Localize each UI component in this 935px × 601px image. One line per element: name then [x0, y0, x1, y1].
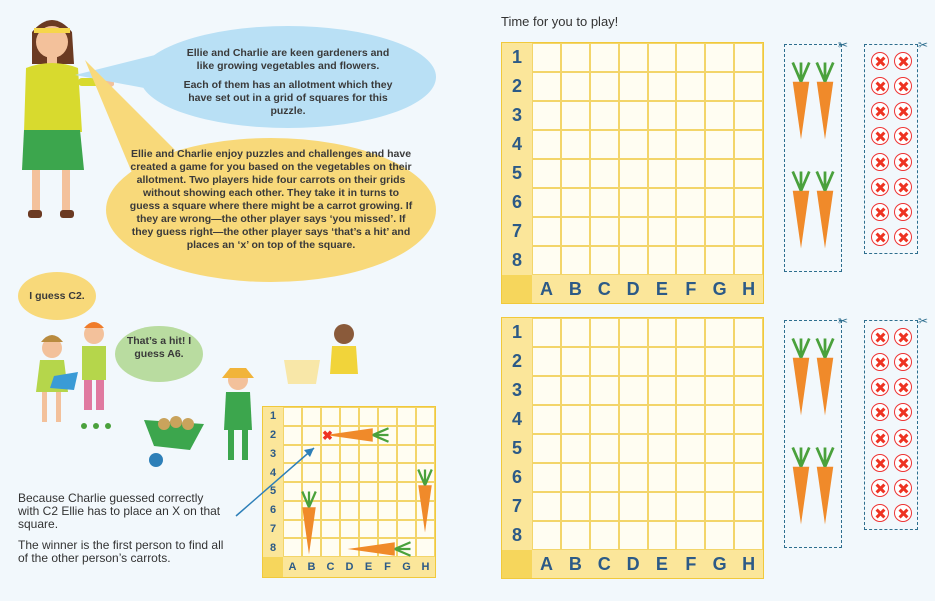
grid-cell-F6[interactable] — [676, 463, 705, 492]
grid-cell-C5[interactable] — [590, 159, 619, 188]
page-title: Time for you to play! — [501, 14, 619, 29]
grid-cell-G3[interactable] — [705, 376, 734, 405]
grid-cell-C5[interactable] — [590, 434, 619, 463]
x-marker-icon[interactable] — [871, 353, 889, 371]
x-marker-icon[interactable] — [871, 102, 889, 120]
grid-cell-D5[interactable] — [619, 159, 648, 188]
grid-cell-F7[interactable] — [676, 492, 705, 521]
grid-cell-C3[interactable] — [590, 101, 619, 130]
x-marker-icon[interactable] — [871, 504, 889, 522]
grid-cell-C1[interactable] — [590, 318, 619, 347]
row-label: 4 — [502, 130, 532, 159]
column-label: C — [590, 550, 619, 578]
row-label: 1 — [263, 407, 283, 426]
grid-cell-F4[interactable] — [676, 130, 705, 159]
grid-cell-C4 — [321, 463, 340, 482]
grid-cell-F3[interactable] — [676, 101, 705, 130]
grid-cell-E4[interactable] — [648, 405, 677, 434]
grid-cell-C8[interactable] — [590, 246, 619, 275]
grid-cell-H3[interactable] — [734, 376, 763, 405]
grid-cell-D7[interactable] — [619, 492, 648, 521]
grid-cell-G5[interactable] — [705, 159, 734, 188]
carrot-cutouts[interactable] — [784, 320, 842, 548]
row-label: 2 — [263, 426, 283, 445]
carrot-icon[interactable] — [814, 49, 836, 158]
x-marker-icon[interactable] — [871, 454, 889, 472]
row-label: 8 — [502, 246, 532, 275]
grid-cell-A2[interactable] — [532, 347, 561, 376]
grid-cell-A7[interactable] — [532, 492, 561, 521]
x-marker-icon[interactable] — [871, 429, 889, 447]
grid-cell-F7 — [378, 520, 397, 539]
explanation-line-2: The winner is the first person to find all of the other person’s carrots. — [18, 538, 224, 565]
grid-cell-F4 — [378, 463, 397, 482]
grid-cell-C2[interactable] — [590, 347, 619, 376]
grid-cell-F6 — [378, 501, 397, 520]
grid-cell-F1 — [378, 407, 397, 426]
x-marker-icon[interactable] — [894, 429, 912, 447]
grid-cell-C4[interactable] — [590, 130, 619, 159]
grid-cell-G7[interactable] — [705, 217, 734, 246]
grid-cell-F2[interactable] — [676, 72, 705, 101]
grid-cell-H5[interactable] — [734, 159, 763, 188]
grid-cell-E7[interactable] — [648, 492, 677, 521]
carrot-icon[interactable] — [814, 158, 836, 267]
x-marker-icon[interactable] — [894, 127, 912, 145]
grid-cell-G3[interactable] — [705, 101, 734, 130]
x-marker-icon[interactable] — [894, 178, 912, 196]
x-marker-icon[interactable] — [871, 52, 889, 70]
grid-cell-E3[interactable] — [648, 101, 677, 130]
row-label: 5 — [502, 159, 532, 188]
grid-cell-B2[interactable] — [561, 347, 590, 376]
carrot-icon[interactable] — [790, 434, 812, 543]
x-marker-icon[interactable] — [894, 153, 912, 171]
column-label: C — [590, 275, 619, 303]
grid-cell-F5[interactable] — [676, 159, 705, 188]
grid-cell-H6[interactable] — [734, 463, 763, 492]
grid-cell-E6[interactable] — [648, 188, 677, 217]
x-marker-icon[interactable] — [871, 178, 889, 196]
rules-bubble — [106, 138, 436, 282]
column-label: G — [705, 550, 734, 578]
grid-cell-A1[interactable] — [532, 43, 561, 72]
grid-cell-E3[interactable] — [648, 376, 677, 405]
column-label: A — [532, 550, 561, 578]
grid-cell-D2[interactable] — [619, 72, 648, 101]
grid-cell-E2[interactable] — [648, 347, 677, 376]
grid-cell-B5[interactable] — [561, 434, 590, 463]
grid-cell-G5 — [397, 482, 416, 501]
intro-text-2: Each of them has an allotment which they have set out in a grid of squares for this puzzle. — [183, 79, 393, 117]
grid-cell-D8[interactable] — [619, 521, 648, 550]
column-label: F — [378, 557, 397, 577]
row-label: 2 — [502, 347, 532, 376]
column-label: D — [619, 275, 648, 303]
grid-cell-E8[interactable] — [648, 521, 677, 550]
grid-cell-F5[interactable] — [676, 434, 705, 463]
scissors-icon: ✂ — [918, 38, 929, 52]
grid-cell-B7[interactable] — [561, 217, 590, 246]
row-label: 8 — [263, 538, 283, 557]
grid-cell-F4[interactable] — [676, 405, 705, 434]
grid-cell-B7[interactable] — [561, 492, 590, 521]
grid-cell-D1 — [340, 407, 359, 426]
grid-cell-A1[interactable] — [532, 318, 561, 347]
grid-cell-G6 — [397, 501, 416, 520]
grid-cell-E2[interactable] — [648, 72, 677, 101]
row-label: 4 — [263, 463, 283, 482]
grid-cell-F2[interactable] — [676, 347, 705, 376]
grid-cell-C1[interactable] — [590, 43, 619, 72]
row-label: 4 — [502, 405, 532, 434]
row-label: 6 — [502, 188, 532, 217]
hit-x-icon: ✖ — [322, 428, 333, 443]
column-label: F — [676, 550, 705, 578]
grid-cell-C7[interactable] — [590, 217, 619, 246]
column-label: H — [416, 557, 435, 577]
grid-cell-F7[interactable] — [676, 217, 705, 246]
grid-cell-F5 — [378, 482, 397, 501]
grid-cell-D4[interactable] — [619, 130, 648, 159]
carrot-icon[interactable] — [790, 325, 812, 434]
grid-cell-G5[interactable] — [705, 434, 734, 463]
grid-cell-D6 — [340, 501, 359, 520]
column-label: E — [648, 550, 677, 578]
x-marker-icon[interactable] — [894, 353, 912, 371]
row-label: 6 — [502, 463, 532, 492]
grid-cell-A2[interactable] — [532, 72, 561, 101]
x-marker-icon[interactable] — [871, 328, 889, 346]
grid-cell-H8[interactable] — [734, 521, 763, 550]
grid-cell-H1 — [416, 407, 435, 426]
grid-cell-E8[interactable] — [648, 246, 677, 275]
grid-cell-H2[interactable] — [734, 347, 763, 376]
x-marker-cutouts[interactable] — [864, 44, 918, 254]
x-marker-icon[interactable] — [894, 77, 912, 95]
x-marker-icon[interactable] — [894, 328, 912, 346]
grid-cell-A1 — [283, 407, 302, 426]
grid-cell-E1[interactable] — [648, 43, 677, 72]
grid-cell-E1 — [359, 407, 378, 426]
grid-cell-C2[interactable] — [590, 72, 619, 101]
grid-cell-F6[interactable] — [676, 188, 705, 217]
column-label: G — [397, 557, 416, 577]
grid-cell-F3[interactable] — [676, 376, 705, 405]
column-label: E — [359, 557, 378, 577]
grid-cell-D7[interactable] — [619, 217, 648, 246]
row-label: 2 — [502, 72, 532, 101]
grid-cell-E4 — [359, 463, 378, 482]
grid-cell-C4[interactable] — [590, 405, 619, 434]
row-label: 3 — [502, 376, 532, 405]
grid-cell-G8[interactable] — [705, 521, 734, 550]
x-marker-cutouts[interactable] — [864, 320, 918, 530]
grid-cell-B8[interactable] — [561, 246, 590, 275]
column-label: G — [705, 275, 734, 303]
column-label: B — [561, 550, 590, 578]
grid-cell-D1[interactable] — [619, 318, 648, 347]
grid-cell-E5[interactable] — [648, 434, 677, 463]
column-label: F — [676, 275, 705, 303]
grid-cell-C6 — [321, 501, 340, 520]
row-label: 7 — [502, 217, 532, 246]
column-label: D — [619, 550, 648, 578]
row-label: 1 — [502, 43, 532, 72]
x-marker-icon[interactable] — [894, 228, 912, 246]
grid-cell-A5[interactable] — [532, 434, 561, 463]
column-label: H — [734, 275, 763, 303]
x-marker-icon[interactable] — [894, 504, 912, 522]
intro-text-1: Ellie and Charlie are keen gardeners and like growing vegetables and flowers. — [186, 47, 390, 72]
grid-cell-H4[interactable] — [734, 130, 763, 159]
grid-cell-D3[interactable] — [619, 376, 648, 405]
hit-text: That’s a hit! I guess A6. — [126, 335, 192, 360]
explanation-text — [18, 492, 228, 565]
grid-cell-H2[interactable] — [734, 72, 763, 101]
grid-cell-B6[interactable] — [561, 463, 590, 492]
carrot-cutouts[interactable] — [784, 44, 842, 272]
column-label: C — [321, 557, 340, 577]
grid-cell-A6[interactable] — [532, 463, 561, 492]
x-marker-icon[interactable] — [894, 203, 912, 221]
scissors-icon: ✂ — [838, 38, 849, 52]
grid-cell-H6[interactable] — [734, 188, 763, 217]
row-label: 3 — [502, 101, 532, 130]
grid-corner — [263, 557, 283, 577]
grid-cell-E5 — [359, 482, 378, 501]
carrot-icon[interactable] — [814, 325, 836, 434]
grid-cell-H8[interactable] — [734, 246, 763, 275]
grid-cell-C8[interactable] — [590, 521, 619, 550]
play-grid-bottom[interactable] — [501, 317, 764, 579]
grid-cell-G3 — [397, 445, 416, 464]
grid-cell-D3[interactable] — [619, 101, 648, 130]
grid-cell-C7[interactable] — [590, 492, 619, 521]
grid-cell-B4[interactable] — [561, 405, 590, 434]
grid-cell-B3[interactable] — [561, 376, 590, 405]
grid-cell-C3[interactable] — [590, 376, 619, 405]
grid-cell-D8[interactable] — [619, 246, 648, 275]
x-marker-icon[interactable] — [871, 127, 889, 145]
grid-cell-G2[interactable] — [705, 72, 734, 101]
x-marker-icon[interactable] — [894, 378, 912, 396]
x-marker-icon[interactable] — [871, 378, 889, 396]
grid-cell-B4[interactable] — [561, 130, 590, 159]
grid-cell-D5 — [340, 482, 359, 501]
grid-cell-B2[interactable] — [561, 72, 590, 101]
x-marker-icon[interactable] — [871, 203, 889, 221]
x-marker-icon[interactable] — [894, 102, 912, 120]
grid-cell-H2 — [416, 426, 435, 445]
grid-cell-B6[interactable] — [561, 188, 590, 217]
grid-cell-G7 — [397, 520, 416, 539]
grid-cell-F1[interactable] — [676, 43, 705, 72]
grid-cell-D4 — [340, 463, 359, 482]
x-marker-icon[interactable] — [871, 77, 889, 95]
x-marker-icon[interactable] — [871, 228, 889, 246]
grid-cell-G2 — [397, 426, 416, 445]
column-label: B — [302, 557, 321, 577]
grid-cell-G6[interactable] — [705, 463, 734, 492]
grid-cell-C5 — [321, 482, 340, 501]
x-marker-icon[interactable] — [871, 403, 889, 421]
grid-cell-A3[interactable] — [532, 101, 561, 130]
play-grid-top[interactable] — [501, 42, 764, 304]
grid-cell-G6[interactable] — [705, 188, 734, 217]
grid-cell-H1[interactable] — [734, 318, 763, 347]
carrot-icon[interactable] — [790, 158, 812, 267]
grid-cell-H1[interactable] — [734, 43, 763, 72]
grid-cell-D2[interactable] — [619, 347, 648, 376]
x-marker-icon[interactable] — [871, 479, 889, 497]
grid-cell-E6 — [359, 501, 378, 520]
grid-cell-B3[interactable] — [561, 101, 590, 130]
column-label: E — [648, 275, 677, 303]
row-label: 5 — [502, 434, 532, 463]
grid-cell-H3[interactable] — [734, 101, 763, 130]
row-label: 6 — [263, 501, 283, 520]
grid-cell-E7 — [359, 520, 378, 539]
grid-cell-D7 — [340, 520, 359, 539]
x-marker-icon[interactable] — [894, 403, 912, 421]
x-marker-icon[interactable] — [871, 153, 889, 171]
grid-cell-A3[interactable] — [532, 376, 561, 405]
row-label: 7 — [263, 520, 283, 539]
grid-cell-A4[interactable] — [532, 405, 561, 434]
scissors-icon: ✂ — [838, 314, 849, 328]
grid-cell-E5[interactable] — [648, 159, 677, 188]
guess-text: I guess C2. — [29, 290, 85, 302]
grid-cell-H7[interactable] — [734, 492, 763, 521]
column-label: A — [532, 275, 561, 303]
intro-bubble — [140, 26, 436, 128]
rules-text: Ellie and Charlie enjoy puzzles and challenges and have created a game for you based on the vegetables on their allotment. Two players hide four carrots on their grids without showing each other. They take it in turns to guess a square where there might be a carrot growing. If they are wrong—the other player says ‘you missed’. If they guess right—the other player says ‘that’s a hit’ and places an ‘x’ on top of the square. — [129, 148, 413, 251]
grid-cell-D4[interactable] — [619, 405, 648, 434]
grid-cell-G1 — [397, 407, 416, 426]
grid-cell-A4[interactable] — [532, 130, 561, 159]
row-label: 1 — [502, 318, 532, 347]
grid-cell-G7[interactable] — [705, 492, 734, 521]
grid-cell-D1[interactable] — [619, 43, 648, 72]
grid-cell-F1[interactable] — [676, 318, 705, 347]
row-label: 7 — [502, 492, 532, 521]
grid-cell-C8 — [321, 538, 340, 557]
grid-cell-H7[interactable] — [734, 217, 763, 246]
carrot-icon[interactable] — [814, 434, 836, 543]
grid-cell-E4[interactable] — [648, 130, 677, 159]
grid-cell-B1[interactable] — [561, 43, 590, 72]
grid-cell-A8[interactable] — [532, 521, 561, 550]
carrot-icon[interactable] — [790, 49, 812, 158]
grid-cell-C1 — [321, 407, 340, 426]
guess-bubble — [18, 272, 96, 320]
grid-cell-F8[interactable] — [676, 246, 705, 275]
grid-cell-B5[interactable] — [561, 159, 590, 188]
grid-cell-A5[interactable] — [532, 159, 561, 188]
grid-cell-C7 — [321, 520, 340, 539]
scissors-icon: ✂ — [918, 314, 929, 328]
grid-cell-G1[interactable] — [705, 43, 734, 72]
grid-cell-G2[interactable] — [705, 347, 734, 376]
row-label: 5 — [263, 482, 283, 501]
grid-cell-H4[interactable] — [734, 405, 763, 434]
carrot-icon — [300, 486, 318, 565]
grid-corner — [502, 275, 532, 303]
grid-cell-D6[interactable] — [619, 188, 648, 217]
grid-cell-G8[interactable] — [705, 246, 734, 275]
grid-cell-B1[interactable] — [561, 318, 590, 347]
grid-cell-H5[interactable] — [734, 434, 763, 463]
grid-corner — [502, 550, 532, 578]
grid-cell-H3 — [416, 445, 435, 464]
grid-cell-B8[interactable] — [561, 521, 590, 550]
grid-cell-D5[interactable] — [619, 434, 648, 463]
grid-cell-C6[interactable] — [590, 188, 619, 217]
grid-cell-A7[interactable] — [532, 217, 561, 246]
carrot-icon — [416, 464, 434, 543]
grid-cell-G4[interactable] — [705, 130, 734, 159]
grid-cell-F8[interactable] — [676, 521, 705, 550]
explanation-line-1: Because Charlie guessed correctly with C2 Ellie has to place an X on that square. — [18, 491, 221, 531]
grid-cell-A6[interactable] — [532, 188, 561, 217]
carrot-icon — [342, 540, 416, 563]
row-label: 3 — [263, 445, 283, 464]
grid-cell-G4[interactable] — [705, 405, 734, 434]
column-label: A — [283, 557, 302, 577]
x-marker-icon[interactable] — [894, 454, 912, 472]
column-label: D — [340, 557, 359, 577]
grid-cell-E7[interactable] — [648, 217, 677, 246]
grid-cell-D6[interactable] — [619, 463, 648, 492]
row-label: 8 — [502, 521, 532, 550]
x-marker-icon[interactable] — [894, 52, 912, 70]
column-label: B — [561, 275, 590, 303]
grid-cell-E1[interactable] — [648, 318, 677, 347]
grid-cell-A8[interactable] — [532, 246, 561, 275]
grid-cell-E6[interactable] — [648, 463, 677, 492]
grid-cell-B1 — [302, 407, 321, 426]
column-label: H — [734, 550, 763, 578]
grid-cell-C6[interactable] — [590, 463, 619, 492]
grid-cell-G4 — [397, 463, 416, 482]
x-marker-icon[interactable] — [894, 479, 912, 497]
grid-cell-G1[interactable] — [705, 318, 734, 347]
